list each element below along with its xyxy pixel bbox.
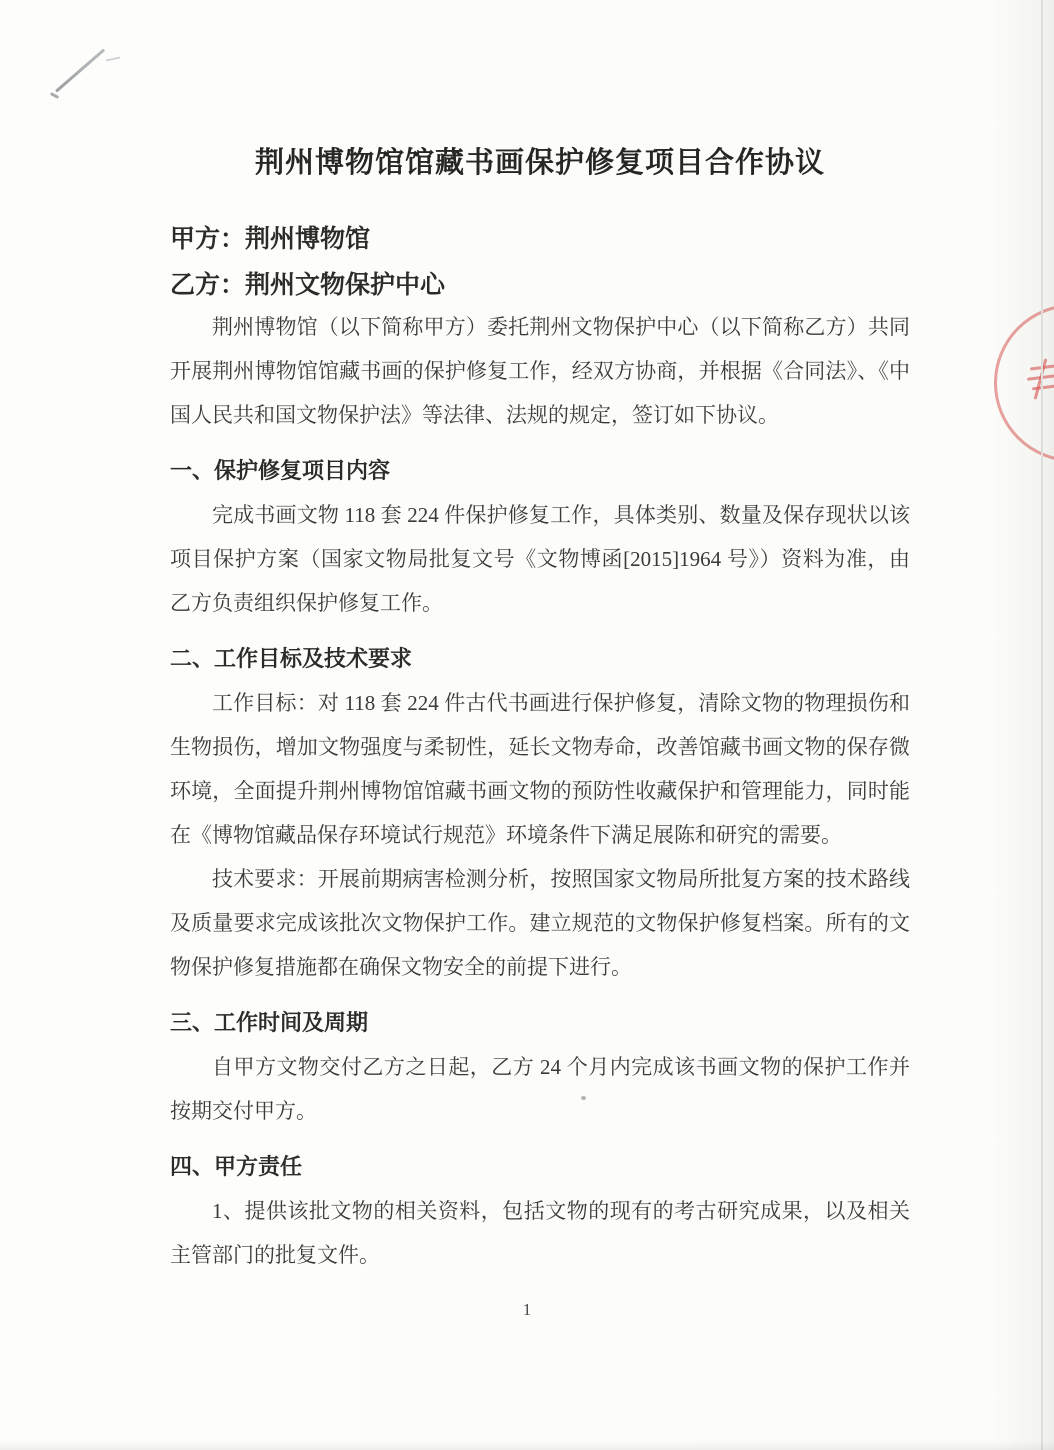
party-b-line: 乙方：荆州文物保护中心 [170, 270, 446, 299]
section-3-paragraph: 自甲方文物交付乙方之日起，乙方 24 个月内完成该书画文物的保护工作并按期交付甲方。 [170, 1055, 910, 1123]
section-2-heading: 二、工作目标及技术要求 [170, 646, 413, 671]
page-number: 1 [522, 1300, 532, 1319]
party-a-line: 甲方：荆州博物馆 [170, 225, 371, 253]
section-1-heading: 一、保护修复项目内容 [170, 458, 391, 483]
section-4-paragraph: 1、提供该批文物的相关资料，包括文物的现有的考古研究成果，以及相关主管部门的批复文件。 [170, 1199, 910, 1267]
preamble-paragraph: 荆州博物馆（以下简称甲方）委托荆州文物保护中心（以下简称乙方）共同开展荆州博物馆馆藏书画的保护修复工作，经双方协商，并根据《合同法》、《中国人民共和国文物保护法》等法律、法规的规定，签订如下协议。 [170, 315, 910, 427]
section-4-heading: 四、甲方责任 [170, 1154, 303, 1179]
section-2-paragraph-requirements: 技术要求：开展前期病害检测分析，按照国家文物局所批复方案的技术路线及质量要求完成该批次文物保护工作。建立规范的文物保护修复档案。所有的文物保护修复措施都在确保文物安全的前提下进行。 [170, 867, 910, 979]
section-2-paragraph-goals: 工作目标：对 118 套 224 件古代书画进行保护修复，清除文物的物理损伤和生物损伤，增加文物强度与柔韧性，延长文物寿命，改善馆藏书画文物的保存微环境，全面提升荆州博物馆馆藏书画文物的预防性收藏保护和管理能力，同时能在《博物馆藏品保存环境试行规范》环境条件下满足展陈和研究的需要。 [170, 691, 910, 847]
section-3-heading: 三、工作时间及周期 [170, 1010, 369, 1035]
page-bottom-shadow [0, 1440, 1054, 1450]
section-1-paragraph: 完成书画文物 118 套 224 件保护修复工作，具体类别、数量及保存现状以该项目保护方案（国家文物局批复文号《文物博函[2015]1964 号》）资料为准，由乙方负责组织保护修复工作。 [170, 503, 910, 615]
document-title: 荆州博物馆馆藏书画保护修复项目合作协议 [254, 147, 825, 179]
